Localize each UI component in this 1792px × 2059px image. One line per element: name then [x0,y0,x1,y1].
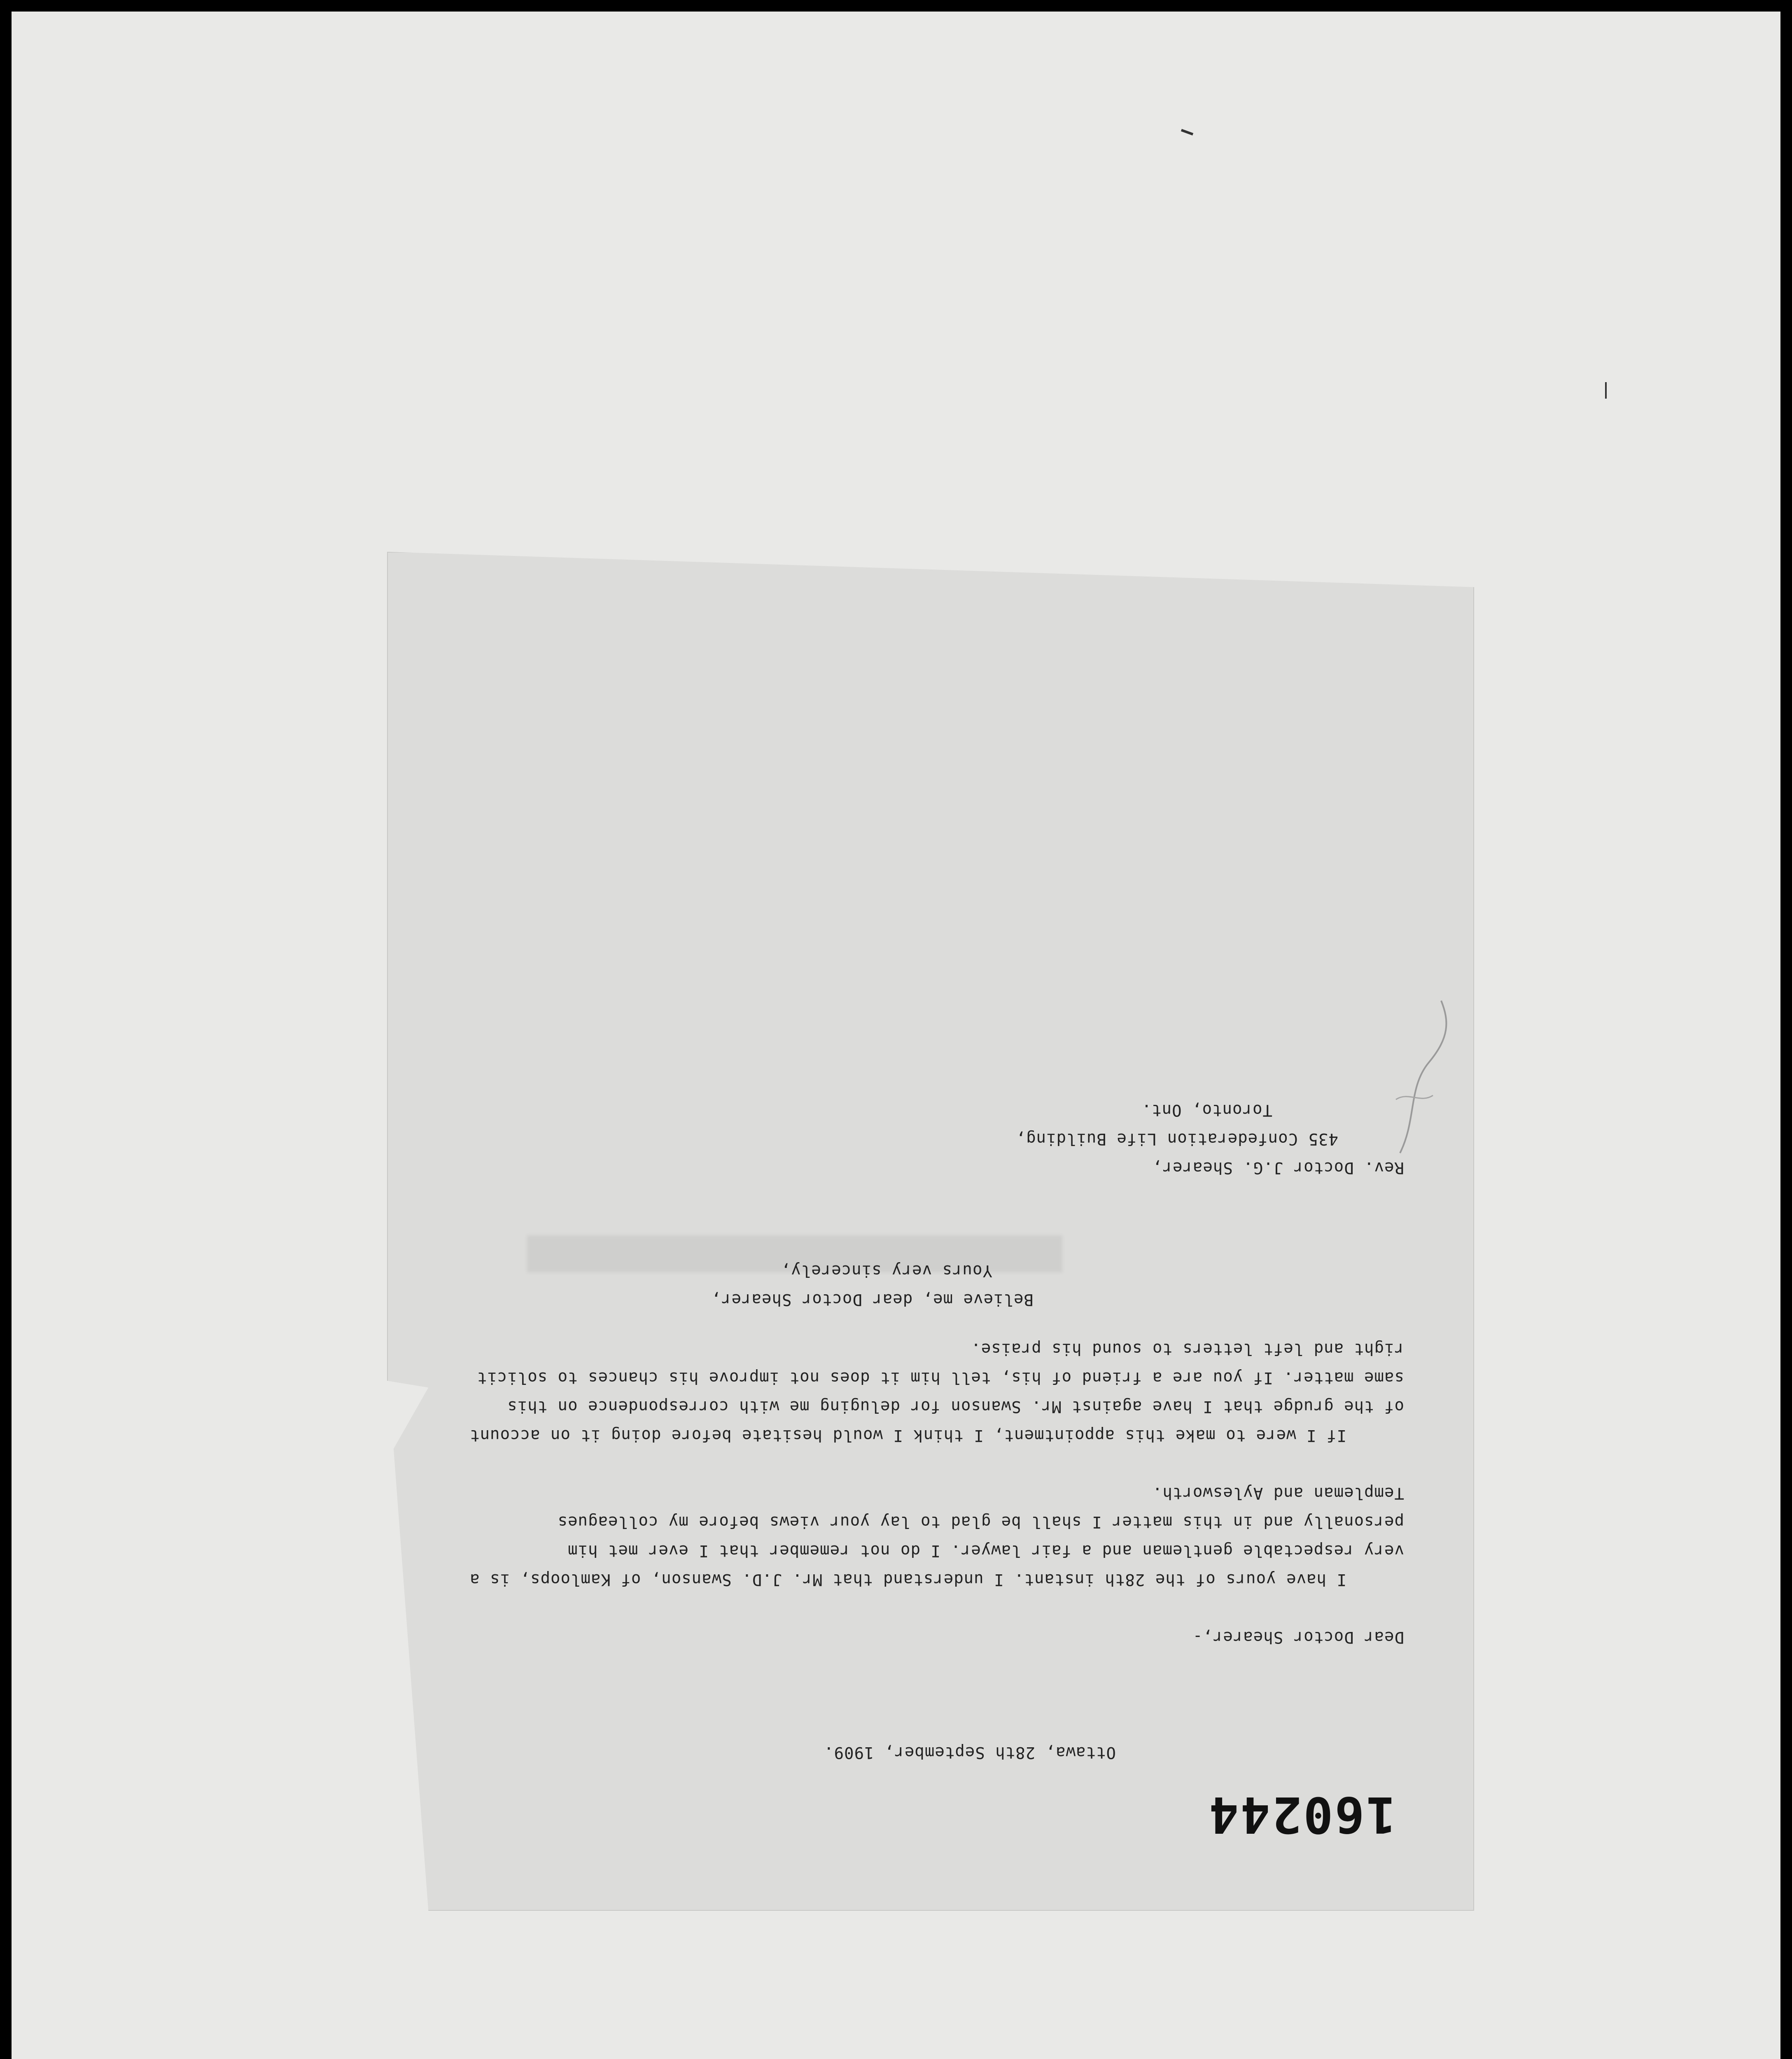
film-speck [1181,129,1193,135]
sign-off: Yours very sincerely, [780,1261,992,1280]
paragraph: I have yours of the 28th instant. I understand that Mr. J.D. Swanson, of Kamloops, is a very respectable gentleman and a fair lawyer. I do not remember that I ever met him personally and in this matter I shall be glad to lay your views before my colleagues Templeman and Aylesworth. [469,1484,1404,1589]
address-line: Toronto, Ont. [1141,1101,1272,1119]
letter-body-upside-down [465,572,1404,1843]
film-speck [1605,382,1607,399]
document-number: 160244 [1207,1786,1396,1843]
address-line: 435 Confederation Life Building, [1015,1130,1338,1148]
dateline: Ottawa, 28th September, 1909. [824,1743,1116,1762]
address-line: Rev. Doctor J.G. Shearer, [1152,1158,1404,1177]
paragraph: If I were to make this appointment, I think I would hesitate before doing it on account of the grudge that I have against Mr. Swanson for deluging me with correspondence on this same matter. If you are a friend of his, tell him it does not improve his chances to solicit right and left letters to sound his praise. [469,1340,1404,1445]
closing: Believe me, dear Doctor Shearer, [711,1290,1034,1309]
address-block [465,1095,1404,1182]
salutation: Dear Doctor Shearer,- [1192,1628,1404,1646]
